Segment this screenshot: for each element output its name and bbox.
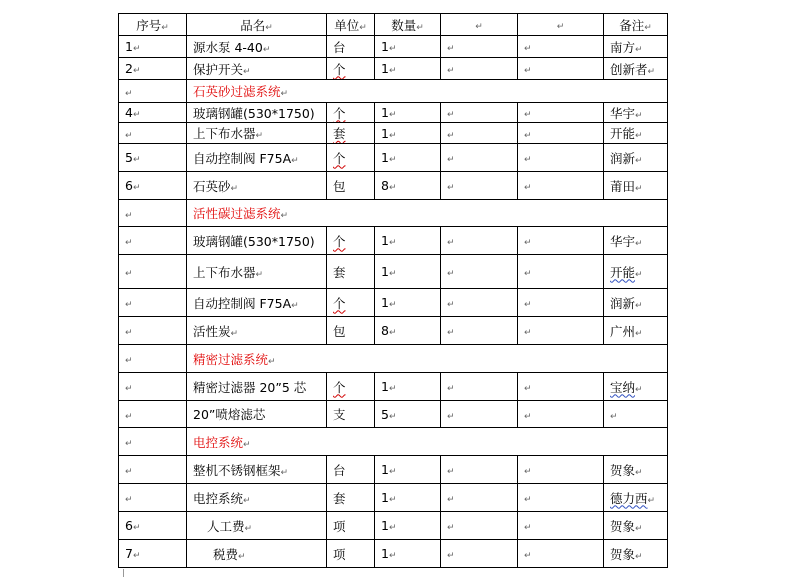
table-row <box>119 58 668 80</box>
cell-qty: 1↵ <box>375 512 441 540</box>
cell-no: ↵ <box>119 289 187 317</box>
cell-blank: ↵ <box>518 123 604 144</box>
table-row <box>119 540 668 568</box>
section-title: 活性碳过滤系统↵ <box>187 200 668 227</box>
cell-remark: 广州↵ <box>604 317 668 345</box>
header-blank-1: ↵ <box>441 14 518 36</box>
cell-unit: 包 <box>327 317 375 345</box>
table-row <box>119 401 668 428</box>
cell-no: ↵ <box>119 80 187 103</box>
header-no: 序号↵ <box>119 14 187 36</box>
cell-qty: 1↵ <box>375 540 441 568</box>
document-page <box>118 13 667 565</box>
cell-remark: 开能↵ <box>604 255 668 289</box>
cell-unit: 个 <box>327 289 375 317</box>
cell-blank: ↵ <box>518 317 604 345</box>
cell-blank: ↵ <box>441 373 518 401</box>
cell-no: ↵ <box>119 345 187 373</box>
cell-remark: 南方↵ <box>604 36 668 58</box>
cell-blank: ↵ <box>441 317 518 345</box>
cell-blank: ↵ <box>441 512 518 540</box>
cell-qty: 1↵ <box>375 255 441 289</box>
table-header-row <box>119 14 668 36</box>
cell-unit: 个 <box>327 103 375 123</box>
cell-blank: ↵ <box>441 172 518 200</box>
cell-blank: ↵ <box>441 36 518 58</box>
cell-blank: ↵ <box>441 103 518 123</box>
cell-remark: 开能↵ <box>604 123 668 144</box>
table-row <box>119 484 668 512</box>
cell-qty: 8↵ <box>375 317 441 345</box>
cell-no: ↵ <box>119 401 187 428</box>
table-row <box>119 103 668 123</box>
cell-unit: 个 <box>327 58 375 80</box>
table-row <box>119 227 668 255</box>
cell-no: ↵ <box>119 373 187 401</box>
header-unit: 单位↵ <box>327 14 375 36</box>
cell-unit: 套 <box>327 123 375 144</box>
cell-name: 自动控制阀 F75A↵ <box>187 289 327 317</box>
cell-name: 上下布水器↵ <box>187 255 327 289</box>
table-row <box>119 317 668 345</box>
section-row <box>119 200 668 227</box>
cell-name: 源水泵 4-40↵ <box>187 36 327 58</box>
cell-name: 玻璃钢罐(530*1750) <box>187 103 327 123</box>
equipment-list-table <box>118 13 668 568</box>
cell-name: 玻璃钢罐(530*1750) <box>187 227 327 255</box>
section-title: 精密过滤系统↵ <box>187 345 668 373</box>
cell-blank: ↵ <box>518 227 604 255</box>
cell-blank: ↵ <box>441 401 518 428</box>
cell-unit: 套 <box>327 255 375 289</box>
cell-blank: ↵ <box>441 484 518 512</box>
cell-unit: 台 <box>327 36 375 58</box>
table-row <box>119 289 668 317</box>
table-row <box>119 144 668 172</box>
cell-no: 5↵ <box>119 144 187 172</box>
cell-name: 自动控制阀 F75A↵ <box>187 144 327 172</box>
cell-no: ↵ <box>119 484 187 512</box>
cell-unit: 个 <box>327 144 375 172</box>
cell-blank: ↵ <box>441 123 518 144</box>
cell-name: 税费↵ <box>187 540 327 568</box>
section-row <box>119 428 668 456</box>
cell-qty: 8↵ <box>375 172 441 200</box>
cell-remark: 润新↵ <box>604 289 668 317</box>
cell-name: 石英砂↵ <box>187 172 327 200</box>
text-cursor: | <box>122 568 125 577</box>
cell-no: ↵ <box>119 428 187 456</box>
cell-blank: ↵ <box>518 512 604 540</box>
cell-blank: ↵ <box>441 144 518 172</box>
cell-no: ↵ <box>119 227 187 255</box>
section-row <box>119 80 668 103</box>
table-row <box>119 512 668 540</box>
cell-blank: ↵ <box>518 540 604 568</box>
cell-unit: 台 <box>327 456 375 484</box>
cell-remark: 贺象↵ <box>604 456 668 484</box>
header-remark: 备注↵ <box>604 14 668 36</box>
cell-remark: 华宇↵ <box>604 103 668 123</box>
cell-qty: 5↵ <box>375 401 441 428</box>
cell-blank: ↵ <box>518 373 604 401</box>
table-row <box>119 373 668 401</box>
cell-remark: 德力西↵ <box>604 484 668 512</box>
table-row <box>119 456 668 484</box>
cell-unit: 项 <box>327 540 375 568</box>
cell-qty: 1↵ <box>375 58 441 80</box>
cell-blank: ↵ <box>441 255 518 289</box>
cell-blank: ↵ <box>441 456 518 484</box>
cell-qty: 1↵ <box>375 484 441 512</box>
cell-unit: 个 <box>327 227 375 255</box>
cell-name: 整机不锈钢框架↵ <box>187 456 327 484</box>
header-blank-2: ↵ <box>518 14 604 36</box>
cell-qty: 1↵ <box>375 144 441 172</box>
cell-unit: 套 <box>327 484 375 512</box>
cell-blank: ↵ <box>518 484 604 512</box>
cell-blank: ↵ <box>441 540 518 568</box>
cell-blank: ↵ <box>441 227 518 255</box>
cell-unit: 项 <box>327 512 375 540</box>
cell-blank: ↵ <box>518 36 604 58</box>
cell-remark: 润新↵ <box>604 144 668 172</box>
cell-blank: ↵ <box>518 401 604 428</box>
cell-no: ↵ <box>119 255 187 289</box>
section-row <box>119 345 668 373</box>
cell-qty: 1↵ <box>375 103 441 123</box>
cell-remark: 贺象↵ <box>604 512 668 540</box>
cell-unit: 个 <box>327 373 375 401</box>
cell-blank: ↵ <box>518 255 604 289</box>
cell-qty: 1↵ <box>375 289 441 317</box>
cell-no: ↵ <box>119 456 187 484</box>
cell-qty: 1↵ <box>375 456 441 484</box>
cell-name: 20”喷熔滤芯 <box>187 401 327 428</box>
cell-no: 1↵ <box>119 36 187 58</box>
cell-qty: 1↵ <box>375 373 441 401</box>
cell-remark: 莆田↵ <box>604 172 668 200</box>
cell-no: ↵ <box>119 317 187 345</box>
cell-qty: 1↵ <box>375 36 441 58</box>
cell-name: 活性炭↵ <box>187 317 327 345</box>
cell-remark: 创新者↵ <box>604 58 668 80</box>
cell-name: 电控系统↵ <box>187 484 327 512</box>
cell-blank: ↵ <box>518 289 604 317</box>
cell-qty: 1↵ <box>375 227 441 255</box>
cell-blank: ↵ <box>518 144 604 172</box>
cell-remark: ↵ <box>604 401 668 428</box>
cell-name: 人工费↵ <box>187 512 327 540</box>
header-name: 品名↵ <box>187 14 327 36</box>
table-row <box>119 36 668 58</box>
table-row <box>119 123 668 144</box>
cell-blank: ↵ <box>441 58 518 80</box>
table-row <box>119 172 668 200</box>
table-row <box>119 255 668 289</box>
cell-no: ↵ <box>119 200 187 227</box>
cell-blank: ↵ <box>441 289 518 317</box>
cell-no: 7↵ <box>119 540 187 568</box>
cell-blank: ↵ <box>518 58 604 80</box>
cell-unit: 支 <box>327 401 375 428</box>
cell-blank: ↵ <box>518 456 604 484</box>
cell-name: 上下布水器↵ <box>187 123 327 144</box>
cell-blank: ↵ <box>518 103 604 123</box>
section-title: 电控系统↵ <box>187 428 668 456</box>
cell-no: 4↵ <box>119 103 187 123</box>
cell-no: ↵ <box>119 123 187 144</box>
section-title: 石英砂过滤系统↵ <box>187 80 668 103</box>
cell-remark: 宝纳↵ <box>604 373 668 401</box>
cell-no: 2↵ <box>119 58 187 80</box>
cell-unit: 包 <box>327 172 375 200</box>
cell-qty: 1↵ <box>375 123 441 144</box>
cell-name: 保护开关↵ <box>187 58 327 80</box>
cell-remark: 贺象↵ <box>604 540 668 568</box>
cell-remark: 华宇↵ <box>604 227 668 255</box>
cell-blank: ↵ <box>518 172 604 200</box>
cell-no: 6↵ <box>119 512 187 540</box>
cell-no: 6↵ <box>119 172 187 200</box>
cell-name: 精密过滤器 20”5 芯 <box>187 373 327 401</box>
header-qty: 数量↵ <box>375 14 441 36</box>
